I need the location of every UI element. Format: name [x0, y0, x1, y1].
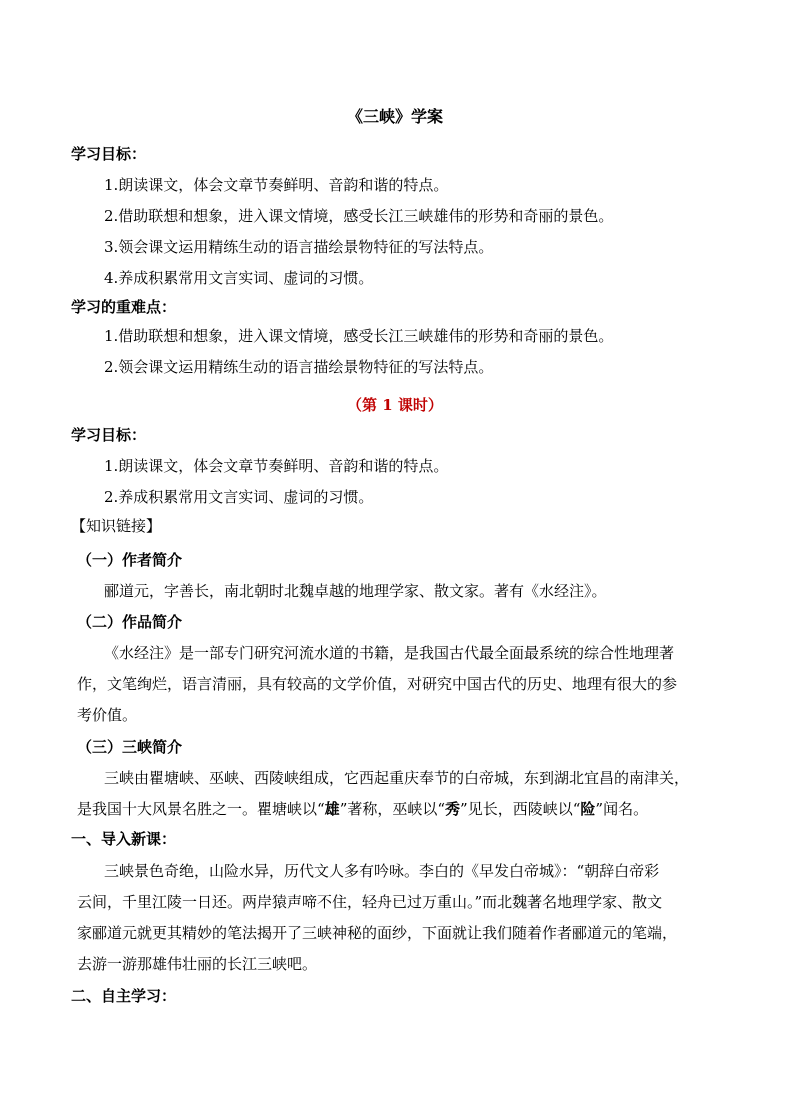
work-text-line: 作，文笔绚烂，语言清丽，具有较高的文学价值，对研究中国古代的历史、地理有很大的参	[77, 675, 678, 693]
doc-title: 《三峡》学案	[346, 107, 443, 126]
intro-text-line: 三峡景色奇绝，山险水异，历代文人多有吟咏。李白的《早发白帝城》：“朝辞白帝彩	[104, 862, 660, 880]
gorges-heading: （三）三峡简介	[77, 738, 183, 756]
knowledge-link-heading: 【知识链接】	[71, 517, 162, 535]
key-point-item: 1.借助联想和想象，进入课文情境，感受长江三峡雄伟的形势和奇丽的景色。	[104, 327, 614, 345]
lesson-objective-item: 1.朗读课文，体会文章节奏鲜明、音韵和谐的特点。	[104, 457, 449, 475]
key-points-heading: 学习的重难点：	[71, 298, 177, 316]
objective-item: 3.领会课文运用精练生动的语言描绘景物特征的写法特点。	[104, 238, 494, 256]
gorges-keyword: 秀	[445, 800, 461, 818]
gorges-text-part: ”见长，西陵峡以“	[460, 800, 581, 818]
lesson-objective-item: 2.养成积累常用文言实词、虚词的习惯。	[104, 488, 374, 506]
objective-item: 4.养成积累常用文言实词、虚词的习惯。	[104, 269, 374, 287]
intro-text-line: 家郦道元就更其精妙的笔法揭开了三峡神秘的面纱，下面就让我们随着作者郦道元的笔端，	[77, 924, 678, 942]
author-text: 郦道元，字善长，南北朝时北魏卓越的地理学家、散文家。著有《水经注》。	[104, 582, 607, 600]
gorges-text-part: ”闻名。	[595, 800, 649, 818]
objectives-heading: 学习目标：	[71, 145, 147, 163]
intro-heading: 一、导入新课：	[71, 830, 177, 848]
key-point-item: 2.领会课文运用精练生动的语言描绘景物特征的写法特点。	[104, 358, 494, 376]
lesson-objectives-heading: 学习目标：	[71, 426, 147, 444]
gorges-text-part: ”著称，巫峡以“	[339, 800, 446, 818]
objective-item: 2.借助联想和想象，进入课文情境，感受长江三峡雄伟的形势和奇丽的景色。	[104, 207, 614, 225]
lesson-label: （第 1 课时）	[347, 396, 443, 414]
intro-text-line: 去游一游那雄伟壮丽的长江三峡吧。	[77, 955, 318, 973]
self-study-heading: 二、自主学习：	[71, 987, 177, 1005]
gorges-text-line	[77, 799, 790, 819]
gorges-text-part: 是我国十大风景名胜之一。瞿塘峡以“	[77, 800, 325, 818]
objective-item: 1.朗读课文，体会文章节奏鲜明、音韵和谐的特点。	[104, 176, 449, 194]
gorges-keyword: 险	[580, 800, 596, 818]
work-heading: （二）作品简介	[77, 613, 183, 631]
work-text-line: 《水经注》是一部专门研究河流水道的书籍，是我国古代最全面最系统的综合性地理著	[104, 644, 675, 662]
intro-text-line: 云间，千里江陵一日还。两岸猿声啼不住，轻舟已过万重山。”而北魏著名地理学家、散文	[77, 893, 663, 911]
author-heading: （一）作者简介	[77, 551, 183, 569]
work-text-line: 考价值。	[77, 706, 138, 724]
gorges-text-line: 三峡由瞿塘峡、巫峡、西陵峡组成，它西起重庆奉节的白帝城，东到湖北宜昌的南津关，	[104, 769, 690, 787]
gorges-keyword: 雄	[324, 800, 340, 818]
